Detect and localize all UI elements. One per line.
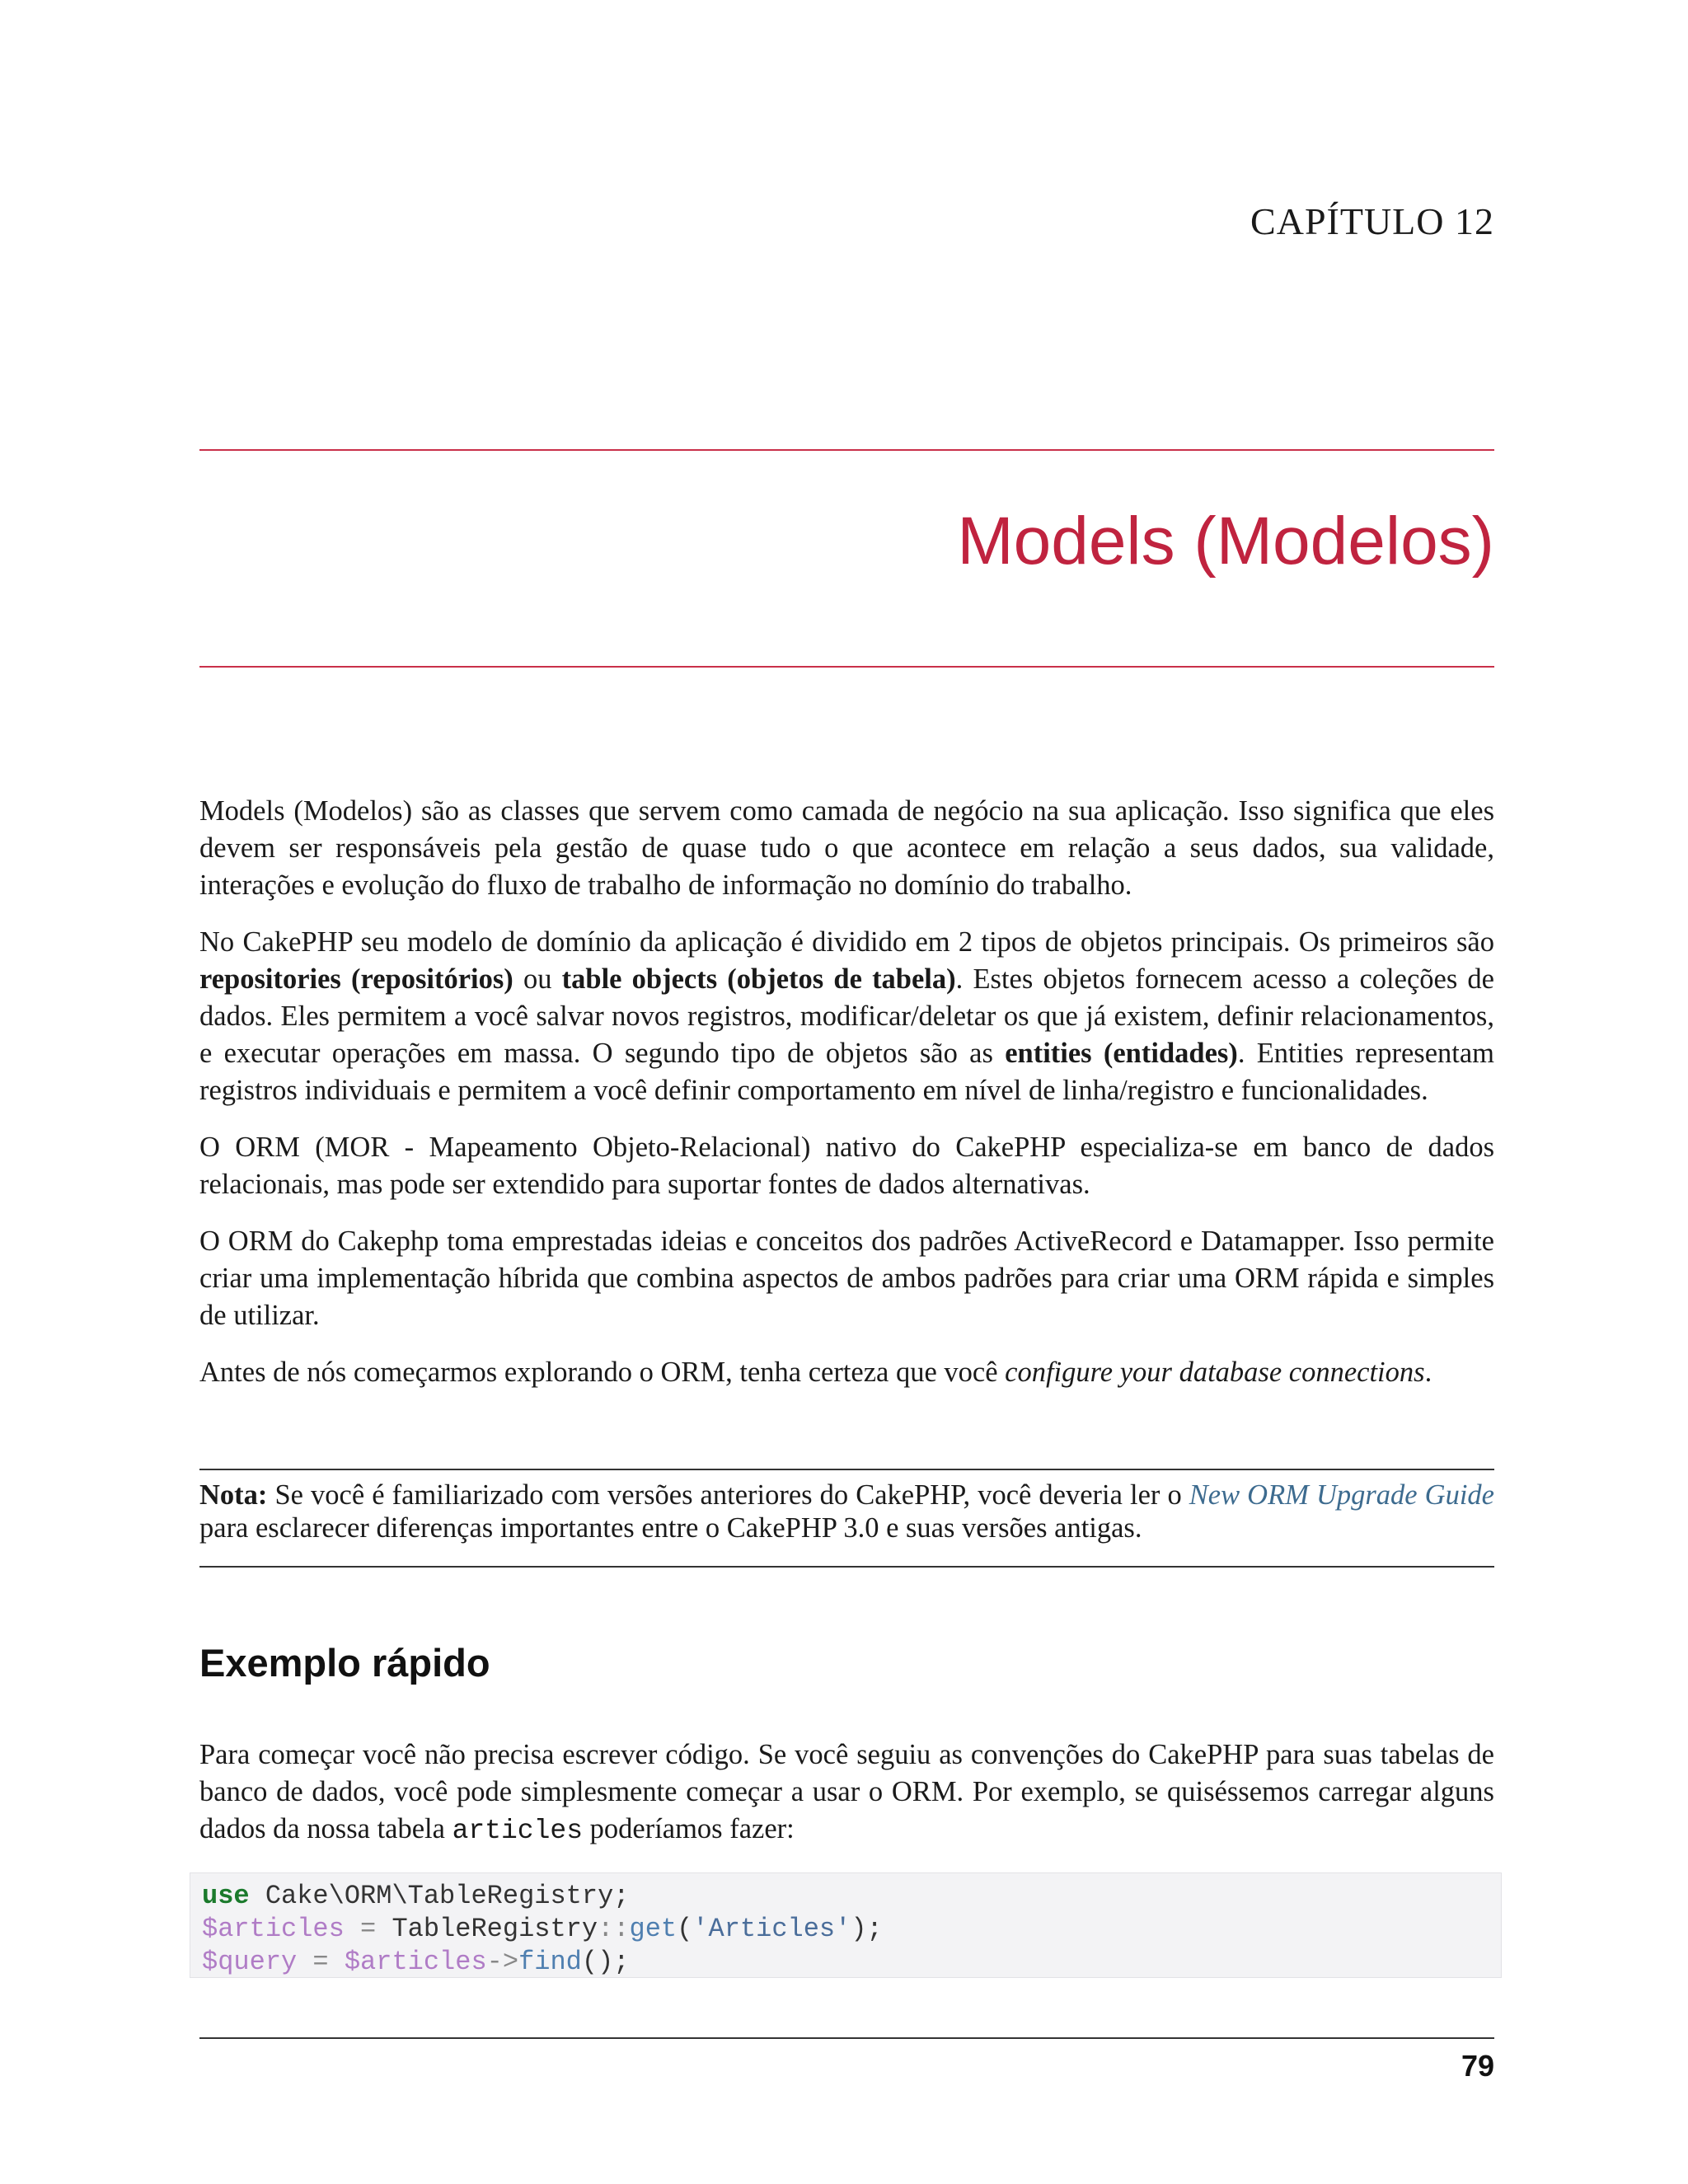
orm-upgrade-guide-link[interactable]: New ORM Upgrade Guide bbox=[1189, 1479, 1494, 1511]
section-paragraph: Para começar você não precisa escrever código. Se você seguiu as convenções do CakePHP para suas tabelas de banco de dados, você pode simplesmente começar a usar o ORM. Por exemplo, se quiséssemos carregar alguns dados da nossa tabela articles poderíamos fazer: bbox=[199, 1739, 1494, 1846]
footer-rule bbox=[199, 2037, 1494, 2039]
title-rule-top bbox=[199, 449, 1494, 451]
note-label: Nota: bbox=[199, 1479, 268, 1511]
intro-text bbox=[199, 793, 1494, 1411]
title-rule-bottom bbox=[199, 666, 1494, 668]
code-line-1: use Cake\ORM\TableRegistry; bbox=[202, 1881, 630, 1911]
paragraph-3: O ORM (MOR - Mapeamento Objeto-Relacional) nativo do CakePHP especializa-se em banco de dados relacionais, mas pode ser extendido para suportar fontes de dados alternativas. bbox=[199, 1132, 1494, 1200]
note-box bbox=[199, 1469, 1494, 1568]
note-text: Nota: Se você é familiarizado com versões anteriores do CakePHP, você deveria ler o New ORM Upgrade Guide para esclarecer diferenças importantes entre o CakePHP 3.0 e suas versões antigas. bbox=[199, 1479, 1494, 1544]
paragraph-5: Antes de nós começarmos explorando o ORM, tenha certeza que você configure your database connections. bbox=[199, 1357, 1432, 1388]
configure-connections-ref: configure your database connections bbox=[1005, 1357, 1425, 1388]
chapter-label: CAPÍTULO 12 bbox=[1250, 200, 1494, 242]
term-table-objects: table objects (objetos de tabela) bbox=[561, 963, 956, 995]
code-line-2: $articles = TableRegistry::get('Articles'); bbox=[202, 1914, 883, 1944]
section-heading: Exemplo rápido bbox=[199, 1641, 490, 1685]
paragraph-4: O ORM do Cakephp toma emprestadas ideias e conceitos dos padrões ActiveRecord e Datamapper. Isso permite criar uma implementação híbrida que combina aspectos de ambos padrões para criar uma ORM rápida e simples de utilizar. bbox=[199, 1226, 1494, 1331]
page-number: 79 bbox=[1461, 2049, 1494, 2083]
section-text bbox=[199, 1736, 1494, 1869]
code-line-3: $query = $articles->find(); bbox=[202, 1947, 630, 1977]
inline-code-articles: articles bbox=[452, 1816, 584, 1846]
term-repositories: repositories (repositórios) bbox=[199, 963, 513, 995]
code-block bbox=[190, 1872, 1502, 1978]
chapter-title: Models (Modelos) bbox=[957, 504, 1494, 579]
term-entities: entities (entidades) bbox=[1005, 1038, 1238, 1069]
paragraph-2: No CakePHP seu modelo de domínio da aplicação é dividido em 2 tipos de objetos principais. Os primeiros são repositories (repositórios) ou table objects (objetos de tabela). Estes objetos fornecem acesso a coleções de dados. Eles permitem a você salvar novos registros, modificar/deletar os que já existem, definir relacionamentos, e executar operações em massa. O segundo tipo de objetos são as entities (entidades). Entities representam registros individuais e permitem a você definir comportamento em nível de linha/registro e funcionalidades. bbox=[199, 926, 1495, 1106]
paragraph-1: Models (Modelos) são as classes que servem como camada de negócio na sua aplicação. Isso significa que eles devem ser responsáveis pela gestão de quase tudo o que acontece em relação a seus dados, sua validade, interações e evolução do fluxo de trabalho de informação no domínio do trabalho. bbox=[199, 795, 1494, 901]
